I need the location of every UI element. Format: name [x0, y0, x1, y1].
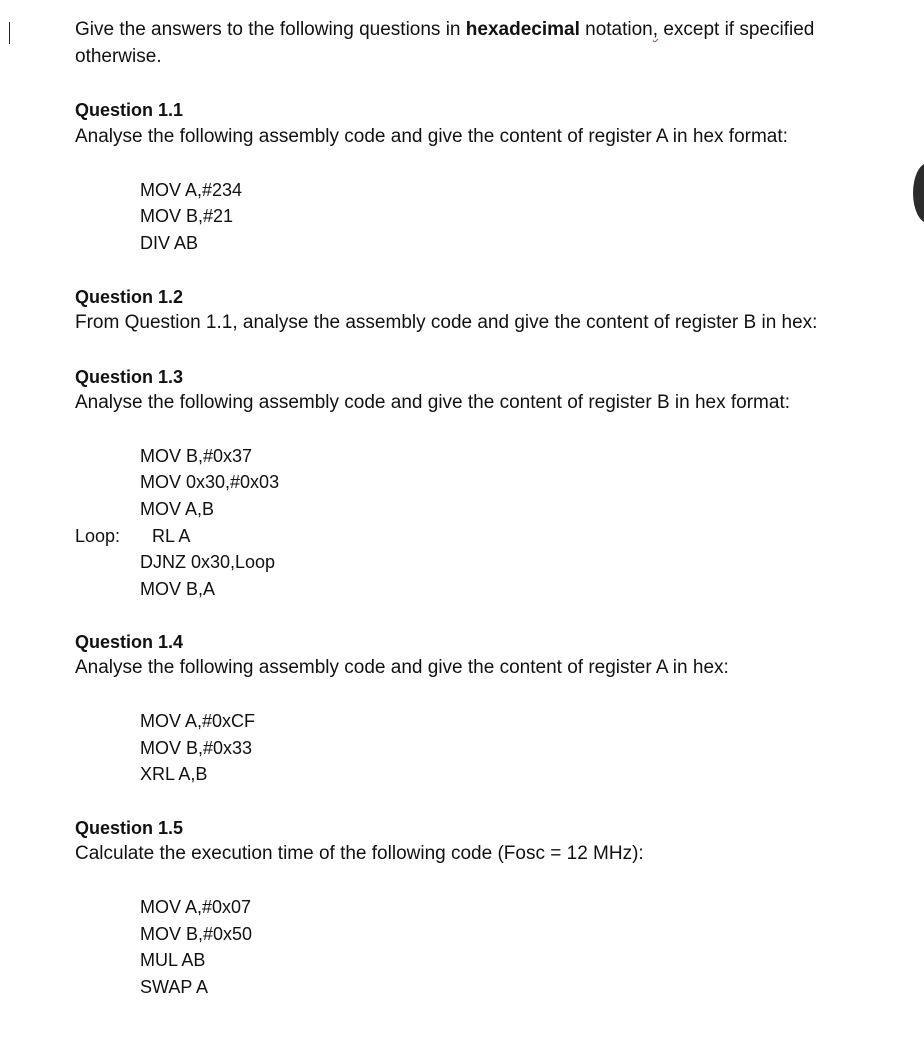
q1-5-code-line: SWAP A [140, 977, 209, 997]
q1-3-code-line: DJNZ 0x30,Loop [140, 552, 276, 572]
q1-5-code-line: MUL AB [140, 950, 206, 970]
text-cursor [9, 22, 10, 44]
question-1-3-text: Analyse the following assembly code and give the content of register B in hex format: [75, 392, 791, 413]
question-1-2-title: Question 1.2 [75, 287, 184, 307]
question-1-1-title: Question 1.1 [75, 100, 184, 120]
q1-3-code-line: MOV B,A [140, 579, 216, 599]
question-1-5-title: Question 1.5 [75, 818, 184, 838]
q1-4-code-line: XRL A,B [140, 764, 208, 784]
q1-5-code-line: MOV B,#0x50 [140, 924, 253, 944]
q1-3-code-line: RL A [152, 526, 191, 546]
loop-label: Loop: [75, 526, 121, 546]
q1-3-code-line: MOV B,#0x37 [140, 446, 253, 466]
intro-text-2: notation [579, 19, 653, 40]
q1-1-code-line: MOV A,#234 [140, 180, 243, 200]
intro-comma: , [652, 19, 659, 40]
intro-text-1: Give the answers to the following questions in [75, 19, 466, 40]
question-1-5-text: Calculate the execution time of the following code (Fosc = 12 MHz): [75, 843, 644, 864]
q1-1-code-line: MOV B,#21 [140, 206, 234, 226]
question-1-4-text: Analyse the following assembly code and give the content of register A in hex: [75, 657, 729, 678]
edge-decoration [913, 163, 924, 223]
q1-3-code-line: MOV 0x30,#0x03 [140, 472, 280, 492]
intro-line-1 [75, 19, 814, 41]
question-1-3-title: Question 1.3 [75, 367, 184, 387]
question-1-4-title: Question 1.4 [75, 632, 184, 652]
q1-4-code-line: MOV B,#0x33 [140, 738, 253, 758]
q1-4-code-line: MOV A,#0xCF [140, 711, 256, 731]
question-1-1-text: Analyse the following assembly code and give the content of register A in hex format: [75, 126, 788, 147]
intro-line-2: otherwise. [75, 46, 162, 67]
intro-bold-word: hexadecimal [465, 19, 580, 40]
q1-3-code-line: MOV A,B [140, 499, 215, 519]
q1-5-code-line: MOV A,#0x07 [140, 897, 252, 917]
intro-text-3: except if specified [658, 19, 815, 40]
q1-1-code-line: DIV AB [140, 233, 199, 253]
question-1-2-text: From Question 1.1, analyse the assembly code and give the content of register B in hex: [75, 312, 818, 333]
